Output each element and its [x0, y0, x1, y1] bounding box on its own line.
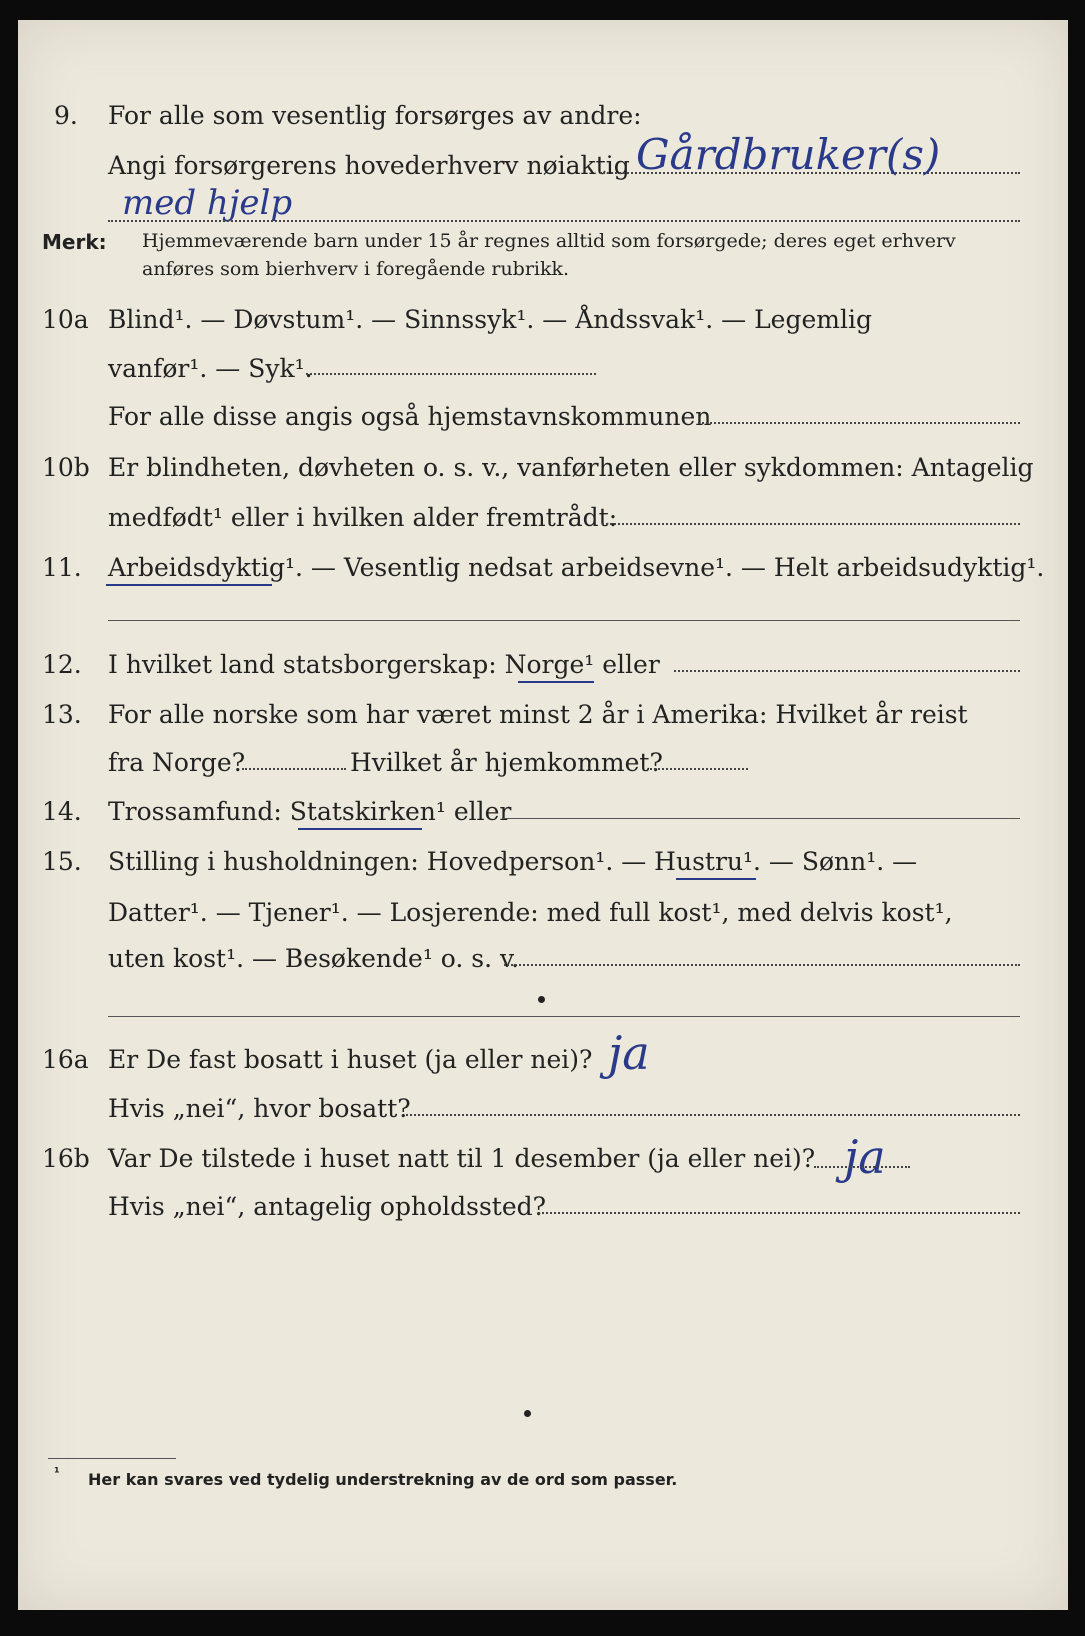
q14-number: 14.: [42, 797, 82, 826]
q11-underline-mark: [106, 584, 272, 586]
q10a-line1: Blind¹. — Døvstum¹. — Sinnssyk¹. — Åndssvak¹. — Legemlig: [108, 305, 872, 334]
q13-hjemkommet-line: [650, 768, 748, 770]
q10a-line3: For alle disse angis også hjemstavnskommunen: [108, 402, 712, 431]
q9-number: 9.: [54, 101, 78, 130]
q14-line1: Trossamfund: Statskirken¹ eller: [108, 797, 512, 826]
q11-answer-line: [108, 620, 1020, 621]
q9-handwritten-answer1: Gårdbruker(s): [636, 130, 941, 179]
q15-answer-line: [504, 964, 1020, 966]
q10b-line2: medfødt¹ eller i hvilken alder fremtrådt:: [108, 503, 618, 532]
q16b-handwritten-answer: ja: [844, 1130, 886, 1184]
merk-line1: Hjemmeværende barn under 15 år regnes alltid som forsørgede; deres eget erhverv: [142, 230, 956, 252]
footnote-text: Her kan svares ved tydelig understrekning av de ord som passer.: [88, 1470, 678, 1489]
q16a-number: 16a: [42, 1045, 89, 1074]
q16b-opholdssted-line: [538, 1212, 1020, 1214]
q16b-line2: Hvis „nei“, antagelig opholdssted?: [108, 1192, 547, 1221]
footnote-mark: ¹: [54, 1466, 60, 1481]
q13-line1: For alle norske som har været minst 2 år i Amerika: Hvilket år reist: [108, 700, 968, 729]
q13-number: 13.: [42, 700, 82, 729]
q10b-line1: Er blindheten, døvheten o. s. v., vanførheten eller sykdommen: Antagelig: [108, 453, 1034, 482]
q11-number: 11.: [42, 553, 82, 582]
q16a-line1: Er De fast bosatt i huset (ja eller nei)?: [108, 1045, 593, 1074]
q15-line2: Datter¹. — Tjener¹. — Losjerende: med full kost¹, med delvis kost¹,: [108, 898, 953, 927]
q15-line3: uten kost¹. — Besøkende¹ o. s. v.: [108, 944, 520, 973]
q10a-number: 10a: [42, 305, 89, 334]
q12-answer-line: [674, 670, 1020, 672]
q10b-number: 10b: [42, 453, 90, 482]
q10a-line2: vanfør¹. — Syk¹.: [108, 354, 313, 383]
q16a-handwritten-answer: ja: [608, 1026, 650, 1080]
ink-dot: [538, 996, 545, 1003]
q14-answer-line: [502, 818, 1020, 819]
merk-label: Merk:: [42, 230, 107, 254]
q15-line1: Stilling i husholdningen: Hovedperson¹. — Hustru¹. — Sønn¹. —: [108, 847, 918, 876]
q16a-answer-line: [406, 1114, 1020, 1116]
q16b-number: 16b: [42, 1144, 90, 1173]
q16b-line1: Var De tilstede i huset natt til 1 desember (ja eller nei)?: [108, 1144, 816, 1173]
q10b-answer-line: [602, 523, 1020, 525]
q12-number: 12.: [42, 650, 82, 679]
q15-number: 15.: [42, 847, 82, 876]
q15-answer-line2: [108, 1016, 1020, 1017]
q16a-line2: Hvis „nei“, hvor bosatt?: [108, 1094, 411, 1123]
q12-line1: I hvilket land statsborgerskap: Norge¹ eller: [108, 650, 660, 679]
q13-line2a: fra Norge?: [108, 748, 246, 777]
q16b-answer-line: [814, 1166, 910, 1168]
q12-underline-mark: [518, 681, 594, 683]
q9-line2: Angi forsørgerens hovederhverv nøiaktig: [108, 151, 630, 180]
q13-line2b: Hvilket år hjemkommet?: [350, 748, 663, 777]
footnote-rule: [48, 1458, 176, 1459]
q13-reist-line: [242, 768, 346, 770]
form-page: [18, 20, 1068, 1610]
q15-underline-mark: [676, 878, 756, 880]
q10a-kommune-line: [698, 422, 1020, 424]
q14-underline-mark: [298, 828, 422, 830]
ink-dot: [524, 1410, 531, 1417]
merk-line2: anføres som bierhverv i foregående rubrikk.: [142, 258, 570, 280]
q10a-syk-line: [306, 373, 596, 375]
q9-answer-line2: [108, 220, 1020, 222]
q9-handwritten-answer2: med hjelp: [122, 183, 293, 223]
q9-line1: For alle som vesentlig forsørges av andre:: [108, 101, 642, 130]
q11-line1: Arbeidsdyktig¹. — Vesentlig nedsat arbeidsevne¹. — Helt arbeidsudyktig¹.: [108, 553, 1045, 582]
